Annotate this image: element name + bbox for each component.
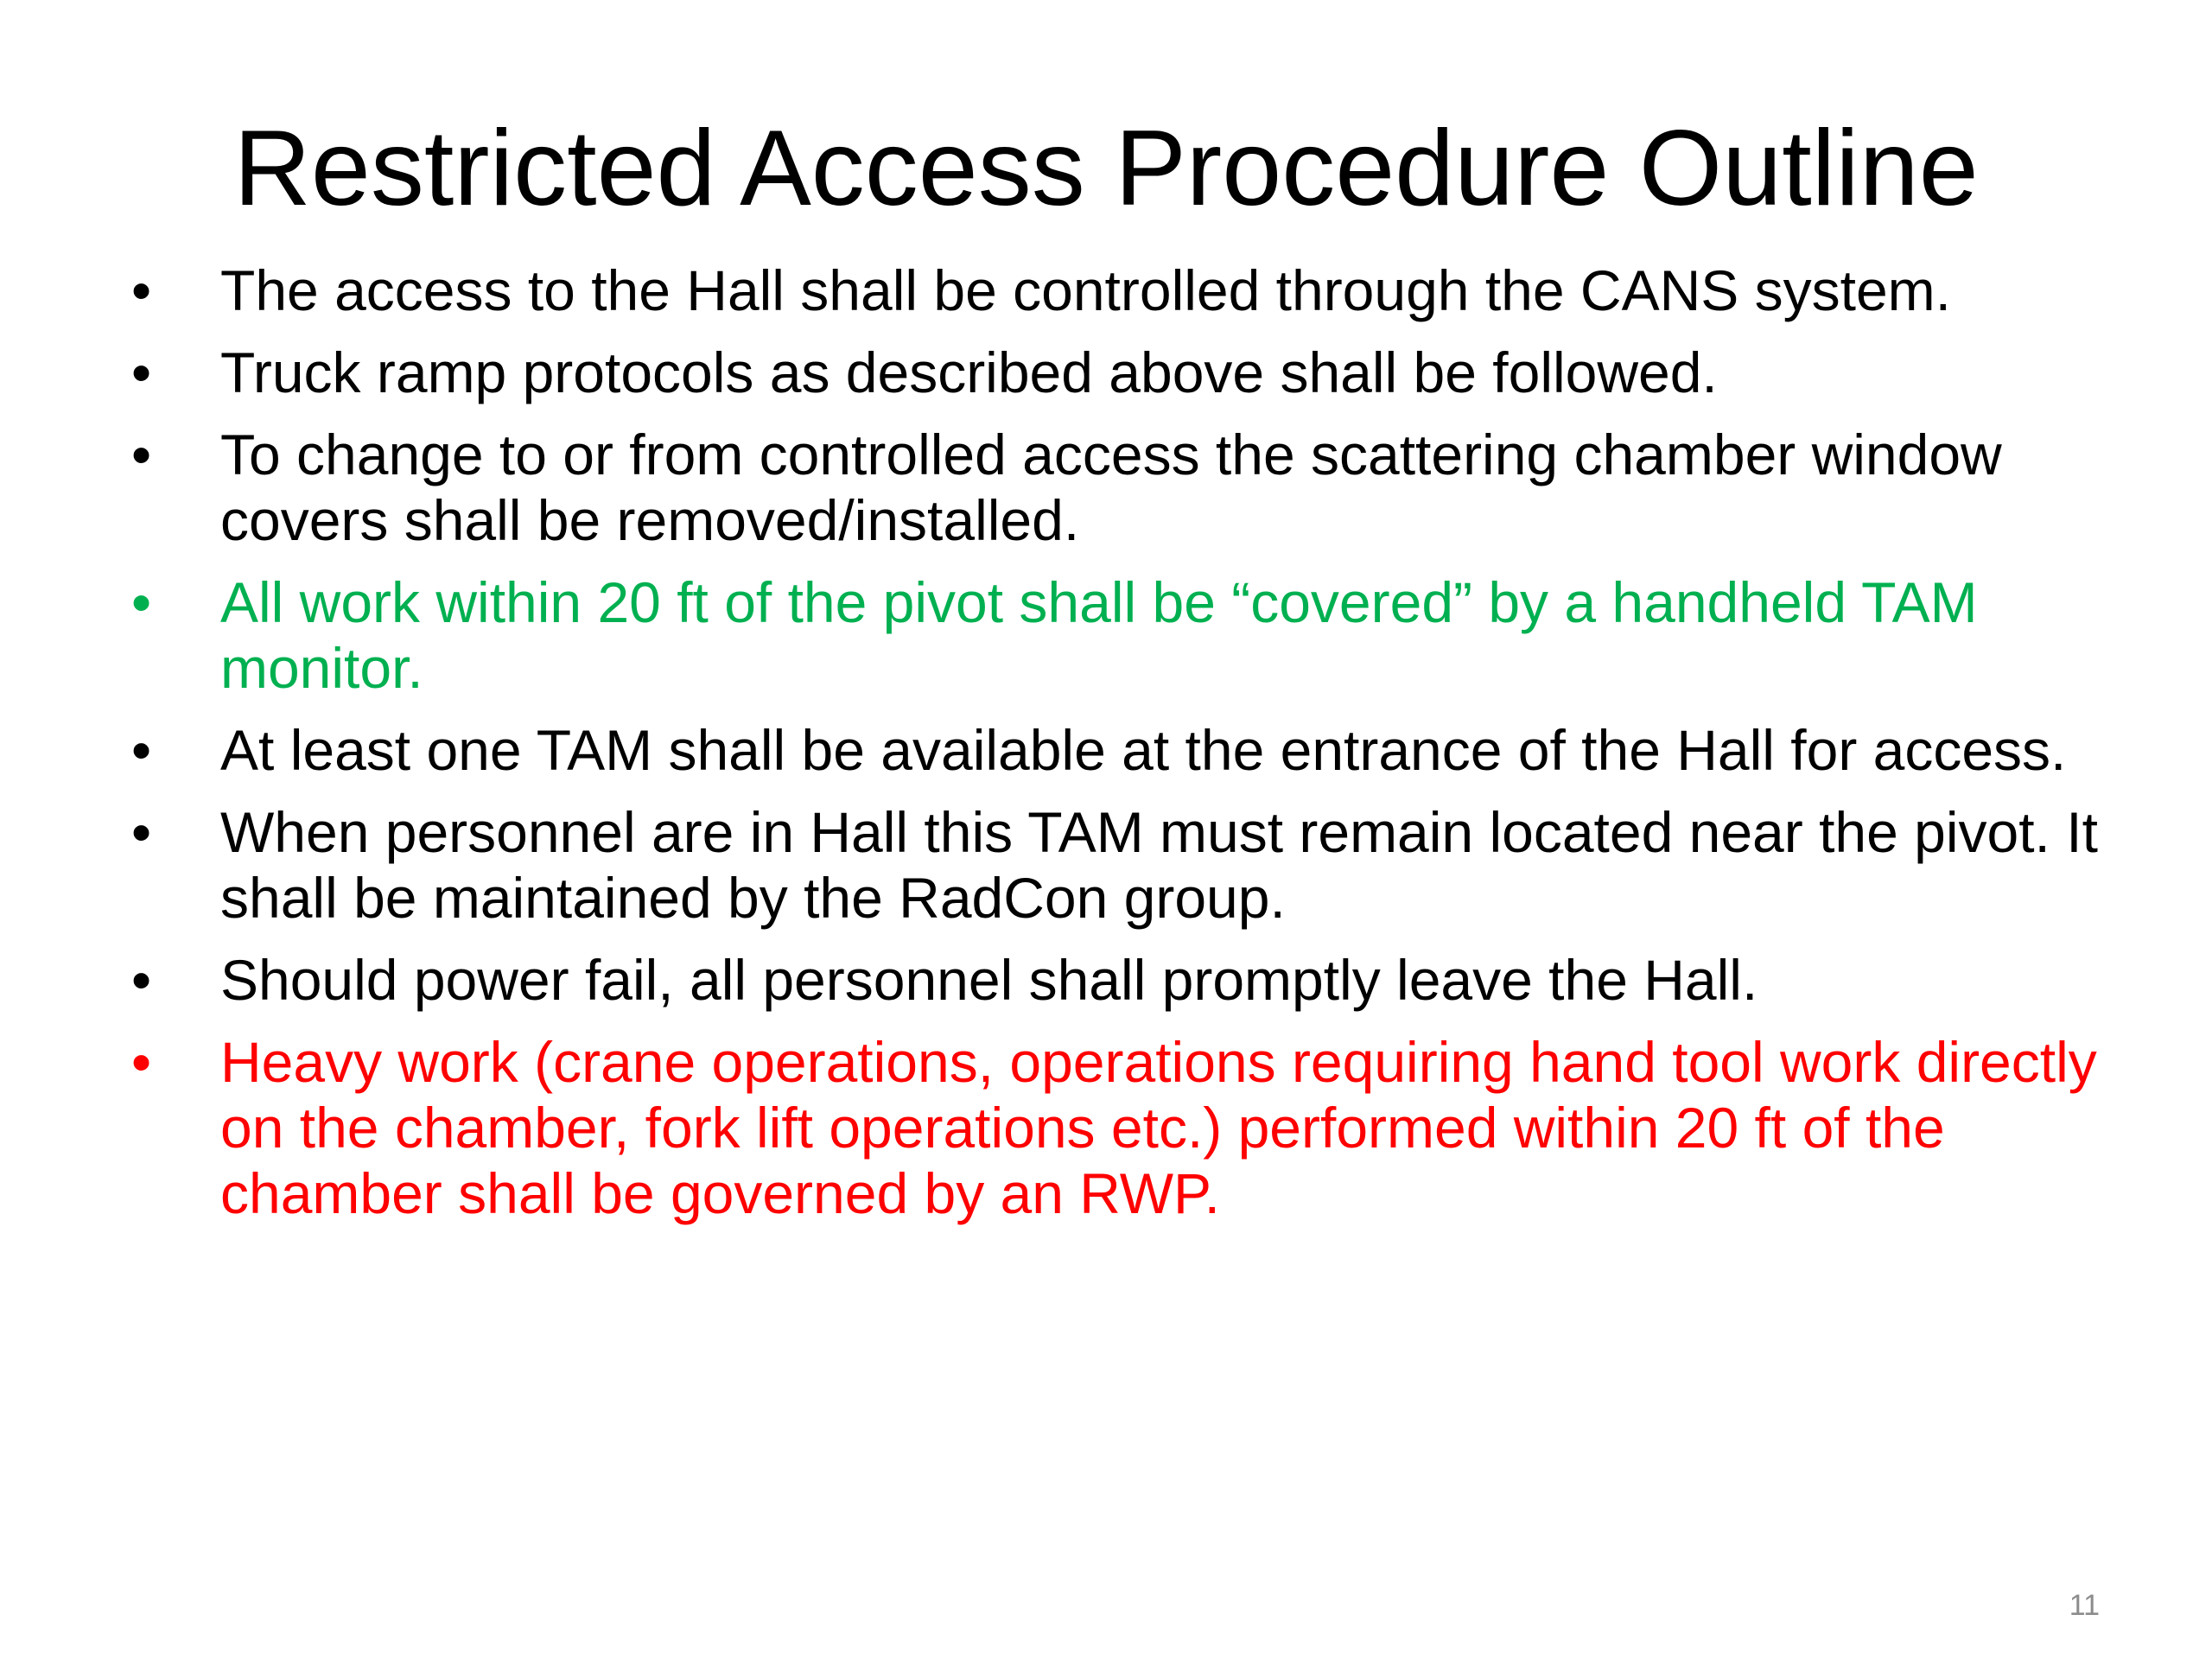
bullet-dot-icon: • bbox=[131, 423, 152, 486]
bullet-dot-icon: • bbox=[131, 800, 152, 864]
bullet-dot-icon: • bbox=[131, 948, 152, 1012]
bullet-text: To change to or from controlled access the scattering chamber window covers shall be removed/installed. bbox=[220, 423, 2002, 552]
bullet-dot-icon: • bbox=[131, 258, 152, 322]
bullet-text: Should power fail, all personnel shall promptly leave the Hall. bbox=[220, 948, 1758, 1012]
bullet-item bbox=[130, 947, 2117, 1013]
bullet-text: Heavy work (crane operations, operations requiring hand tool work directly on the chamber, fork lift operations etc.) performed within 20 ft of the chamber shall be governed by an RWP. bbox=[220, 1030, 2097, 1225]
bullet-text: All work within 20 ft of the pivot shall be “covered” by a handheld TAM monitor. bbox=[220, 570, 1978, 700]
bullet-dot-icon: • bbox=[131, 1030, 152, 1094]
bullet-item bbox=[130, 257, 2117, 323]
bullet-item bbox=[130, 1029, 2117, 1226]
bullet-item bbox=[130, 799, 2117, 931]
slide-title: Restricted Access Procedure Outline bbox=[233, 109, 1979, 228]
bullet-text: When personnel are in Hall this TAM must remain located near the pivot. It shall be maintained by the RadCon group. bbox=[220, 800, 2098, 930]
bullet-item bbox=[130, 340, 2117, 405]
bullet-item bbox=[130, 717, 2117, 783]
bullet-dot-icon: • bbox=[131, 718, 152, 782]
page-number: 11 bbox=[2069, 1589, 2100, 1622]
bullet-list bbox=[130, 257, 2117, 1243]
bullet-item bbox=[130, 422, 2117, 553]
bullet-text: At least one TAM shall be available at the entrance of the Hall for access. bbox=[220, 718, 2067, 782]
bullet-text: Truck ramp protocols as described above shall be followed. bbox=[220, 340, 1718, 404]
bullet-dot-icon: • bbox=[131, 570, 152, 634]
bullet-text: The access to the Hall shall be controlled through the CANS system. bbox=[220, 258, 1951, 322]
bullet-dot-icon: • bbox=[131, 340, 152, 404]
bullet-item bbox=[130, 569, 2117, 701]
